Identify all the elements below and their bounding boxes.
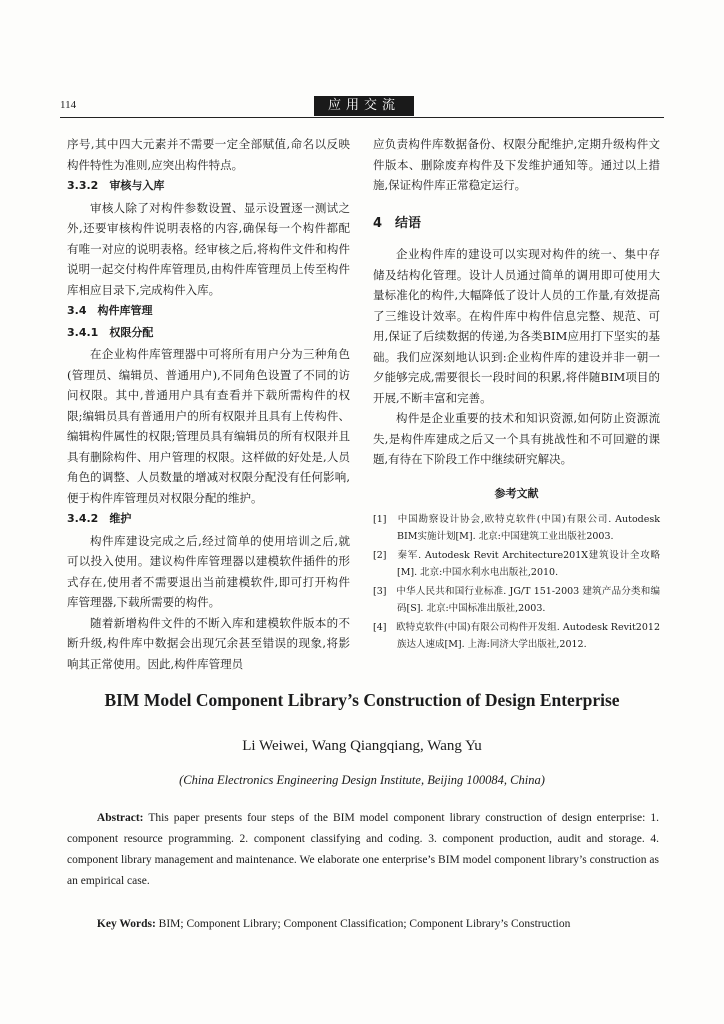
heading-3-4: 3.4 构件库管理 <box>67 304 153 317</box>
english-authors: Li Weiwei, Wang Qiangqiang, Wang Yu <box>242 738 482 754</box>
references-title: 参考文献 <box>494 486 539 500</box>
heading-3-3-2: 3.3.2 审核与入库 <box>67 179 165 192</box>
right-paragraph-3: 构件是企业重要的技术和知识资源,如何防止资源流失,是构件库建成之后又一个具有挑战性和不可回避的课题,有待在下阶段工作中继续研究解决。 <box>373 411 660 466</box>
abstract-label: Abstract: <box>96 812 144 824</box>
heading-3-4-1: 3.4.1 权限分配 <box>67 325 154 339</box>
reference-item: [3] 中华人民共和国行业标准. JG/T 151-2003 建筑产品分类和编码[S]. 北京:中国标准出版社,2003. <box>373 586 660 614</box>
right-column <box>373 134 660 656</box>
left-paragraph-1: 序号,其中四大元素并不需要一定全部赋值,命名以反映构件特性为准则,应突出构件特点。 <box>67 137 350 172</box>
english-affiliation: (China Electronics Engineering Design Institute, Beijing 100084, China) <box>179 773 545 787</box>
english-abstract <box>67 808 659 892</box>
page-header <box>60 96 664 120</box>
left-paragraph-4: 构件库建设完成之后,经过简单的使用培训之后,就可以投入使用。建议构件库管理器以建模软件插件的形式存在,使用者不需要退出当前建模软件,即可打开构件库管理器,下载所需要的构件。 <box>67 533 350 609</box>
left-paragraph-3: 在企业构件库管理器中可将所有用户分为三种角色(管理员、编辑员、普通用户),不同角色设置了不同的访问权限。其中,普通用户具有查看并下载所需构件的权限;编辑员具有普通用户的所有权限并且具有上传构件、编辑构件属性的权限;管理员具有编辑员的所有权限并且具有删除构件、用户管理的权限。这样做的好处是,人员角色的调整、人员数量的增减对权限分配没有任何影响,便于构件库管理员对权限分配的维护。 <box>67 347 350 505</box>
heading-3-4-2: 3.4.2 维护 <box>67 512 132 525</box>
left-column <box>67 134 350 674</box>
header-rule <box>60 117 664 118</box>
keywords-text: BIM; Component Library; Component Classification; Component Library’s Construction <box>155 918 571 930</box>
left-paragraph-5: 随着新增构件文件的不断入库和建模软件版本的不断升级,构件库中数据会出现冗余甚至错误的现象,将影响其正常使用。因此,构件库管理员 <box>67 615 350 671</box>
reference-item: [2] 秦军. Autodesk Revit Architecture201X建筑设计全攻略[M]. 北京:中国水利水电出版社,2010. <box>373 550 660 578</box>
english-title: BIM Model Component Library’s Construction of Design Enterprise <box>104 690 620 710</box>
reference-item: [1] 中国勘察设计协会,欧特克软件(中国)有限公司. Autodesk BIM实施计划[M]. 北京:中国建筑工业出版社2003. <box>373 514 660 542</box>
english-keywords <box>67 914 659 935</box>
page-number: 114 <box>60 99 77 111</box>
keywords-label: Key Words: <box>96 918 156 930</box>
abstract-text: This paper presents four steps of the BIM model component library construction of design enterprise: 1. component resource programming. 2. component classifying and coding. 3. component production, audit and storage. 4. component library management and maintenance. We elaborate one enterprise’s BIM model component library’s construction as an empirical case. <box>67 812 659 887</box>
heading-4-conclusion: 4 结语 <box>373 215 422 231</box>
right-paragraph-2: 企业构件库的建设可以实现对构件的统一、集中存储及结构化管理。设计人员通过简单的调用即可使用大量标准化的构件,大幅降低了设计人员的工作量,有效提高了三维设计效率。在构件库中构件信息完整、规范、可用,保证了后续数据的传递,为各类BIM应用打下坚实的基础。我们应深刻地认识到:企业构件库的建设并非一朝一夕能够完成,需要很长一段时间的积累,将伴随BIM项目的开展,不断丰富和完善。 <box>373 247 660 405</box>
journal-section-tab: 应用交流 <box>314 96 414 116</box>
right-paragraph-1: 应负责构件库数据备份、权限分配维护,定期升级构件文件版本、删除废弃构件及下发维护通知等。通过以上措施,保证构件库正常稳定运行。 <box>373 137 660 192</box>
left-paragraph-2: 审核人除了对构件参数设置、显示设置逐一测试之外,还要审核构件说明表格的内容,确保每一个构件都配有唯一对应的说明表格。经审核之后,将构件文件和构件说明一起交付构件库管理员,由构件库管理员上传至构件库相应目录下,完成构件入库。 <box>67 200 350 297</box>
reference-item: [4] 欧特克软件(中国)有限公司构件开发组. Autodesk Revit2012族达人速成[M]. 上海:同济大学出版社,2012. <box>373 622 660 650</box>
